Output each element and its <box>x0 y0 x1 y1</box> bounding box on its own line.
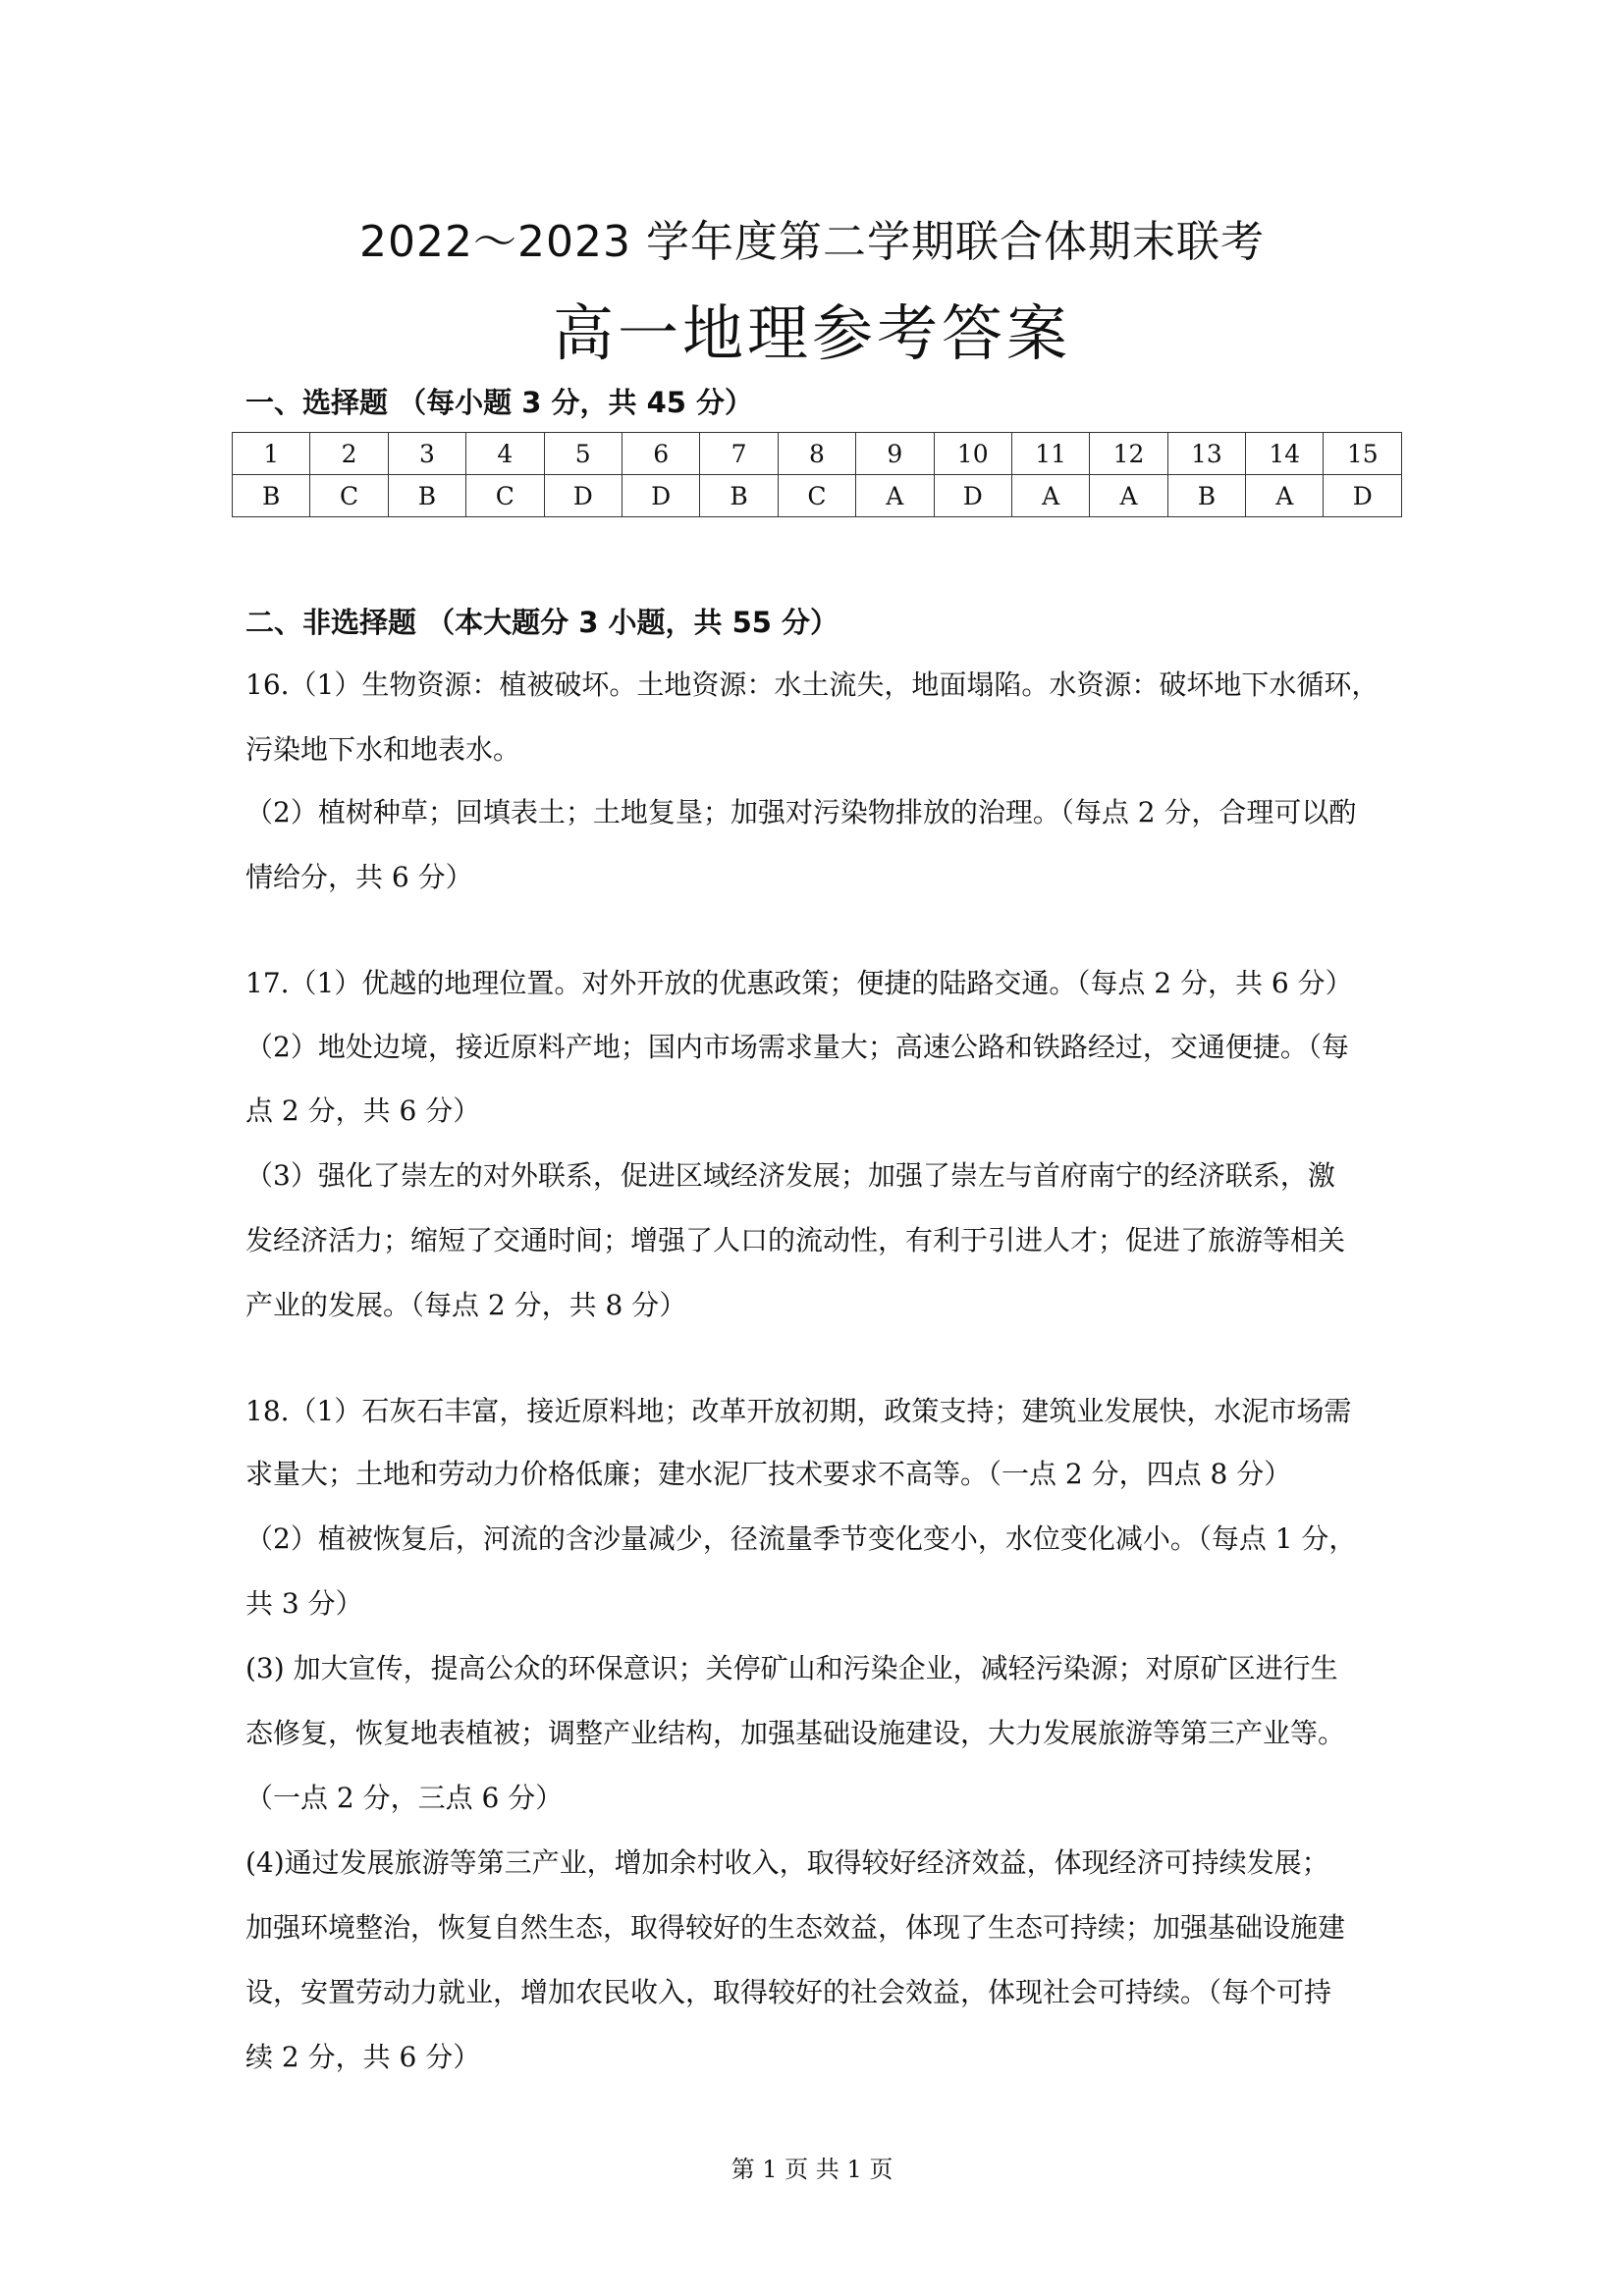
answer-line: 求量大；土地和劳动力价格低廉；建水泥厂技术要求不高等。（一点 2 分，四点 8 分） <box>245 1458 1292 1490</box>
answer-cell: B <box>233 475 310 517</box>
question-number: 13 <box>1167 433 1245 475</box>
answer-cell: C <box>466 475 544 517</box>
answer-line: （一点 2 分，三点 6 分） <box>245 1782 564 1814</box>
question-number: 2 <box>310 433 388 475</box>
question-number: 3 <box>388 433 465 475</box>
answer-cell: A <box>856 475 934 517</box>
answer-line: 发经济活力；缩短了交通时间；增强了人口的流动性，有利于引进人才；促进了旅游等相关 <box>245 1224 1346 1256</box>
question-number: 7 <box>700 433 778 475</box>
answer-line: (3) 加大宣传，提高公众的环保意识；关停矿山和污染企业，减轻污染源；对原矿区进行生 <box>245 1652 1338 1684</box>
question-number: 8 <box>778 433 855 475</box>
answer-cell: B <box>700 475 778 517</box>
answer-cell: A <box>1011 475 1089 517</box>
answer-table <box>232 432 1402 517</box>
answer-line: 情给分，共 6 分） <box>245 861 473 893</box>
answer-line: 点 2 分，共 6 分） <box>245 1095 481 1127</box>
answer-cell: B <box>388 475 465 517</box>
section2-heading: 二、非选择题 （本大题分 3 小题，共 55 分） <box>245 606 839 639</box>
question-number-row <box>233 433 1402 475</box>
answer-line: 共 3 分） <box>245 1587 363 1620</box>
answer-line: 加强环境整治，恢复自然生态，取得较好的生态效益，体现了生态可持续；加强基础设施建 <box>245 1911 1346 1944</box>
answer-line: 续 2 分，共 6 分） <box>245 2041 481 2073</box>
answer-line: （2）地处边境，接近原料产地；国内市场需求量大；高速公路和铁路经过，交通便捷。（每 <box>245 1031 1349 1063</box>
answer-line: 17.（1）优越的地理位置。对外开放的优惠政策；便捷的陆路交通。（每点 2 分，共 6 分） <box>245 967 1353 999</box>
answer-cell: D <box>622 475 699 517</box>
question-number: 15 <box>1324 433 1402 475</box>
answer-line: 态修复，恢复地表植被；调整产业结构，加强基础设施建设，大力发展旅游等第三产业等。 <box>245 1717 1346 1749</box>
answer-cell: A <box>1246 475 1324 517</box>
answer-line: 设，安置劳动力就业，增加农民收入，取得较好的社会效益，体现社会可持续。（每个可持 <box>245 1976 1332 2008</box>
question-number: 6 <box>622 433 699 475</box>
answer-line: (4)通过发展旅游等第三产业，增加余村收入，取得较好经济效益，体现经济可持续发展； <box>245 1846 1329 1879</box>
answer-line: 产业的发展。（每点 2 分，共 8 分） <box>245 1289 687 1321</box>
answer-line: （3）强化了崇左的对外联系，促进区域经济发展；加强了崇左与首府南宁的经济联系，激 <box>245 1159 1335 1192</box>
answer-line: 污染地下水和地表水。 <box>245 733 521 766</box>
answer-line: （2）植被恢复后，河流的含沙量减少，径流量季节变化变小，水位变化减小。（每点 1 分， <box>245 1522 1357 1555</box>
section1-heading: 一、选择题 （每小题 3 分，共 45 分） <box>245 386 754 419</box>
answer-row <box>233 475 1402 517</box>
exam-title: 2022～2023 学年度第二学期联合体期末联考 <box>359 217 1265 267</box>
answer-cell: D <box>1324 475 1402 517</box>
question-number: 1 <box>233 433 310 475</box>
answer-cell: D <box>544 475 622 517</box>
document-title: 高一地理参考答案 <box>552 297 1071 369</box>
page-footer: 第 1 页 共 1 页 <box>731 2156 893 2183</box>
answer-cell: D <box>934 475 1011 517</box>
question-number: 9 <box>856 433 934 475</box>
question-number: 11 <box>1011 433 1089 475</box>
answer-line: 16.（1）生物资源：植被破坏。土地资源：水土流失，地面塌陷。水资源：破坏地下水循环， <box>245 668 1380 701</box>
answer-line: 18.（1）石灰石丰富，接近原料地；改革开放初期，政策支持；建筑业发展快，水泥市场需 <box>245 1395 1352 1427</box>
question-number: 12 <box>1090 433 1167 475</box>
question-number: 5 <box>544 433 622 475</box>
answer-cell: B <box>1167 475 1245 517</box>
answer-cell: A <box>1090 475 1167 517</box>
question-number: 10 <box>934 433 1011 475</box>
answer-cell: C <box>778 475 855 517</box>
question-number: 14 <box>1246 433 1324 475</box>
answer-cell: C <box>310 475 388 517</box>
question-number: 4 <box>466 433 544 475</box>
answer-line: （2）植树种草；回填表土；土地复垦；加强对污染物排放的治理。（每点 2 分，合理可以酌 <box>245 796 1357 828</box>
